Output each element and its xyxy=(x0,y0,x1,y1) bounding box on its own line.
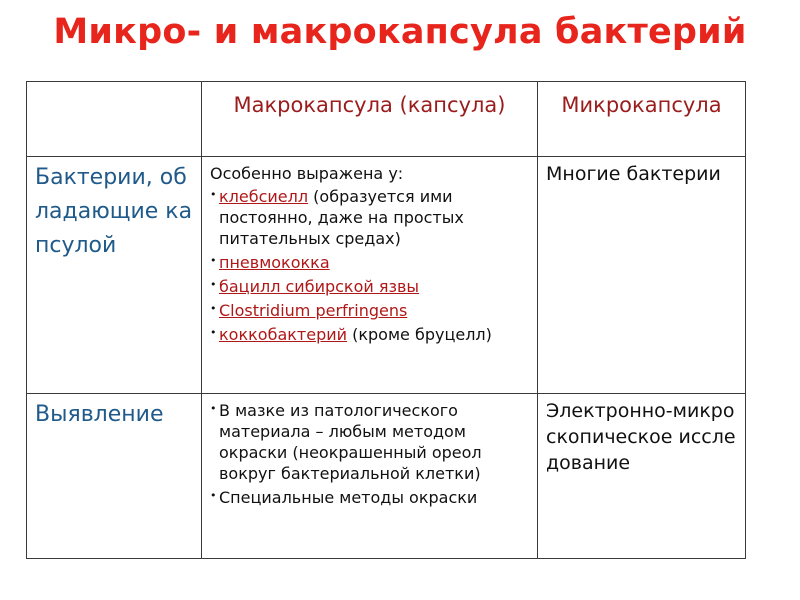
list-item xyxy=(210,252,529,273)
list-item xyxy=(210,487,529,508)
cell-intro-text: Особенно выражена у: xyxy=(210,164,404,183)
bullet-icon: • xyxy=(210,402,217,415)
header-cell-empty xyxy=(27,82,202,157)
bullet-icon: • xyxy=(210,302,217,315)
header-cell-macrocapsule: Макрокапсула (капсула) xyxy=(202,82,538,157)
list-item xyxy=(210,300,529,321)
item-text: (кроме бруцелл) xyxy=(347,325,492,344)
table-row xyxy=(27,157,746,394)
cell-macro-detection xyxy=(202,394,538,559)
highlight-text: клебсиелл xyxy=(219,187,309,206)
item-text: В мазке из патологического материала – любым методом окраски (неокрашенный ореол вокруг бактериальной клетки) xyxy=(219,401,482,483)
cell-micro-detection: Электронно-микроскопическое исследование xyxy=(538,394,746,559)
comparison-table xyxy=(26,81,746,559)
table-header-row xyxy=(27,82,746,157)
bullet-icon: • xyxy=(210,188,217,201)
item-text: (образуется ими постоянно, даже на простых питательных средах) xyxy=(219,187,464,248)
list-item xyxy=(210,400,529,484)
row-label-detection: Выявление xyxy=(27,394,202,559)
bullet-icon: • xyxy=(210,489,217,502)
bullet-icon: • xyxy=(210,254,217,267)
highlight-text: пневмококка xyxy=(219,253,330,272)
item-text: Специальные методы окраски xyxy=(219,488,478,507)
list-item xyxy=(210,324,529,345)
slide-title: Микро- и макрокапсула бактерий xyxy=(53,12,747,52)
cell-micro-bacteria: Многие бактерии xyxy=(538,157,746,394)
bullet-icon: • xyxy=(210,326,217,339)
cell-macro-bacteria xyxy=(202,157,538,394)
list-item xyxy=(210,276,529,297)
table-row xyxy=(27,394,746,559)
bullet-icon: • xyxy=(210,278,217,291)
list-item xyxy=(210,186,529,249)
highlight-text: бацилл сибирской язвы xyxy=(219,277,420,296)
header-cell-microcapsule: Микрокапсула xyxy=(538,82,746,157)
highlight-text: коккобактерий xyxy=(219,325,348,344)
row-label-bacteria: Бактерии, обладающие капсулой xyxy=(27,157,202,394)
highlight-text: Clostridium perfringens xyxy=(219,301,408,320)
